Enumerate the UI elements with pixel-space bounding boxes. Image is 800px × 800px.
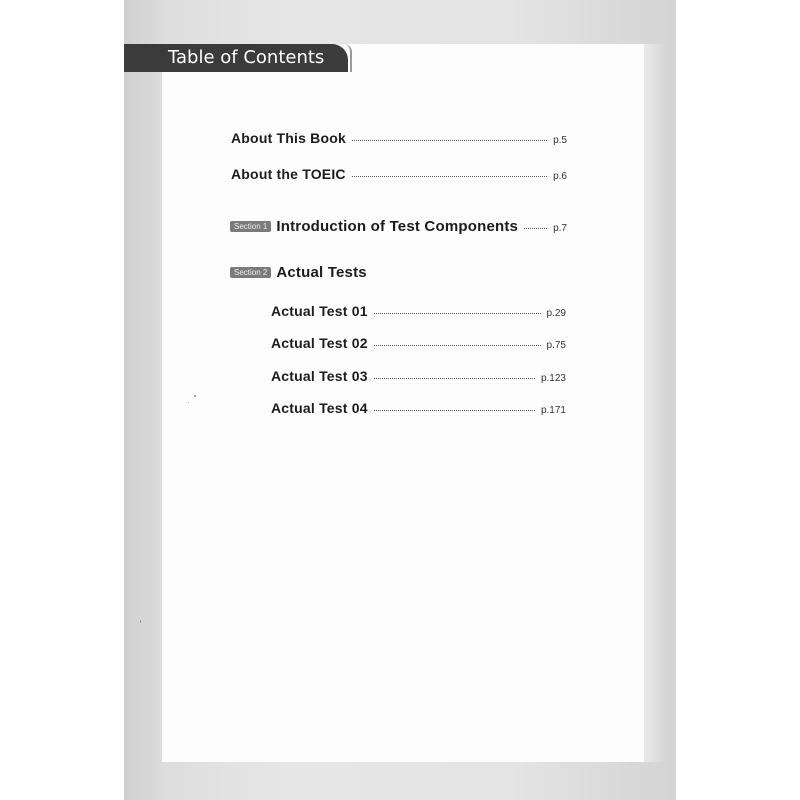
toc-entry-page: p.171: [540, 405, 566, 416]
toc-entry-actual-test-02[interactable]: [271, 335, 566, 351]
toc-entry-title: About the TOEIC: [231, 166, 346, 182]
toc-entry-actual-test-03[interactable]: [271, 368, 566, 384]
page-edge-shadow: [644, 44, 664, 762]
toc-entry-title: Actual Test 03: [271, 368, 368, 384]
toc-entry-page: p.75: [546, 340, 566, 351]
scan-speck: [188, 402, 189, 403]
dot-leader: [374, 345, 541, 346]
toc-heading: Table of Contents: [168, 47, 325, 68]
dot-leader: [352, 176, 547, 177]
toc-entry-about-the-toeic[interactable]: [231, 166, 567, 182]
toc-entry-title: Actual Test 02: [271, 335, 368, 351]
toc-entry-actual-test-04[interactable]: [271, 400, 566, 416]
toc-entry-title: Introduction of Test Components: [276, 218, 519, 235]
toc-entry-actual-test-01[interactable]: [271, 303, 566, 319]
section-badge: Section 2: [230, 267, 271, 278]
toc-entry-page: p.6: [553, 171, 567, 182]
dot-leader: [374, 313, 541, 314]
toc-heading-banner: [124, 44, 348, 72]
dot-leader: [374, 378, 535, 379]
toc-entry-section-2[interactable]: [230, 264, 430, 281]
toc-entry-title: Actual Tests: [276, 264, 367, 281]
toc-entry-page: p.29: [546, 308, 566, 319]
dot-leader: [524, 228, 547, 229]
toc-entry-title: Actual Test 04: [271, 400, 368, 416]
dot-leader: [374, 410, 535, 411]
toc-entry-page: p.5: [553, 135, 567, 146]
toc-entry-page: p.123: [540, 373, 566, 384]
toc-entry-about-this-book[interactable]: [231, 130, 567, 146]
toc-entry-section-1[interactable]: [230, 218, 567, 235]
toc-entry-title: Actual Test 01: [271, 303, 368, 319]
dot-leader: [352, 140, 547, 141]
toc-entry-title: About This Book: [231, 130, 346, 146]
toc-entry-page: p.7: [553, 223, 567, 234]
scan-speck: [194, 395, 196, 397]
scan-speck: [140, 620, 141, 623]
section-badge: Section 1: [230, 221, 271, 232]
